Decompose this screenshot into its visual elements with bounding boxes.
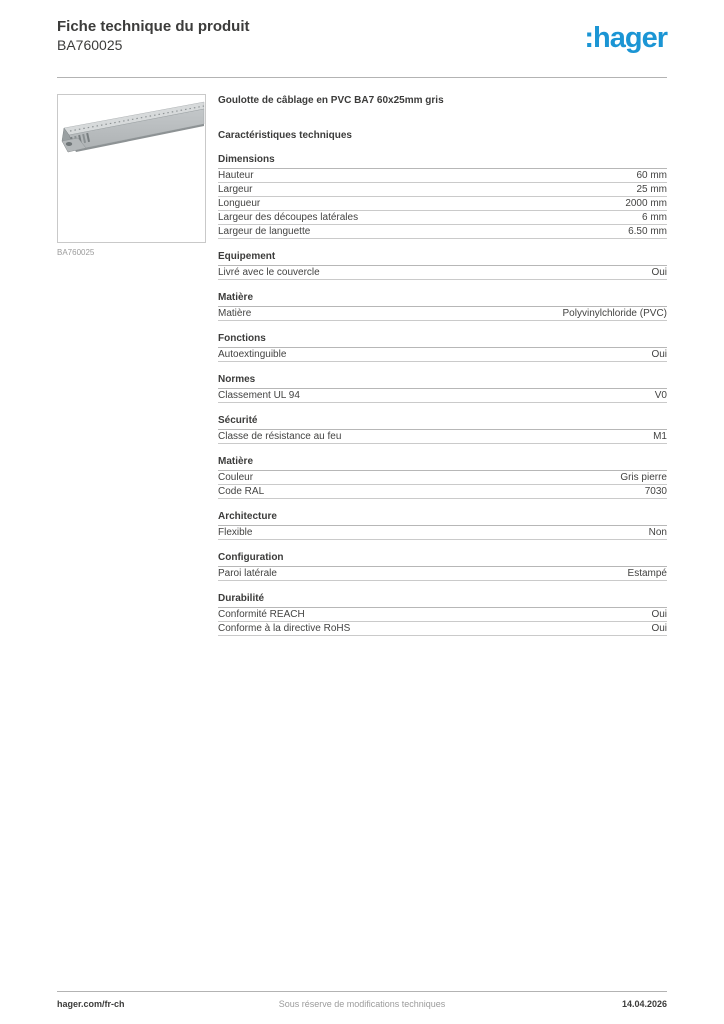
spec-section	[218, 553, 667, 581]
spec-label: Code RAL	[218, 486, 265, 497]
spec-row	[218, 348, 667, 362]
page-footer	[57, 991, 667, 1024]
product-title: Goulotte de câblage en PVC BA7 60x25mm gris	[218, 95, 444, 106]
spec-row	[218, 169, 667, 183]
spec-section	[218, 416, 667, 444]
product-image	[57, 94, 206, 243]
spec-value: 6.50 mm	[628, 226, 667, 237]
characteristics-heading: Caractéristiques techniques	[218, 130, 352, 141]
spec-label: Matière	[218, 308, 252, 319]
section-title: Durabilité	[218, 594, 667, 608]
spec-section	[218, 155, 667, 239]
page-title: Fiche technique du produit	[57, 18, 250, 35]
spec-label: Flexible	[218, 527, 253, 538]
spec-value: M1	[653, 431, 667, 442]
spec-section	[218, 512, 667, 540]
spec-row	[218, 430, 667, 444]
spec-label: Conformité REACH	[218, 609, 305, 620]
spec-label: Autoextinguible	[218, 349, 287, 360]
section-title: Matière	[218, 293, 667, 307]
section-title: Equipement	[218, 252, 667, 266]
spec-column	[218, 94, 667, 636]
cable-trunking-illustration	[58, 95, 205, 242]
spec-label: Conforme à la directive RoHS	[218, 623, 351, 634]
product-reference: BA760025	[57, 37, 123, 53]
spec-section	[218, 375, 667, 403]
spec-row	[218, 567, 667, 581]
spec-label: Couleur	[218, 472, 254, 483]
header-titles	[57, 17, 250, 54]
section-title: Fonctions	[218, 334, 667, 348]
spec-value: V0	[654, 390, 667, 401]
spec-row	[218, 307, 667, 321]
section-title: Matière	[218, 457, 667, 471]
spec-value: Oui	[651, 349, 667, 360]
section-title: Normes	[218, 375, 667, 389]
spec-section	[218, 293, 667, 321]
main-area	[57, 94, 667, 636]
spec-value: Estampé	[627, 568, 667, 579]
spec-row	[218, 471, 667, 485]
spec-value: Polyvinylchloride (PVC)	[562, 308, 667, 319]
spec-row	[218, 211, 667, 225]
spec-row	[218, 389, 667, 403]
spec-value: 25 mm	[636, 184, 667, 195]
footer-date: 14.04.2026	[621, 999, 667, 1009]
spec-row	[218, 266, 667, 280]
spec-section	[218, 252, 667, 280]
spec-row	[218, 622, 667, 636]
spec-row	[218, 608, 667, 622]
section-title: Dimensions	[218, 155, 667, 169]
section-title: Architecture	[218, 512, 667, 526]
spec-label: Largeur	[218, 184, 253, 195]
spec-value: Oui	[651, 267, 667, 278]
spec-label: Largeur des découpes latérales	[218, 212, 359, 223]
spec-value: 60 mm	[636, 170, 667, 181]
product-image-column	[57, 94, 206, 636]
footer-disclaimer: Sous réserve de modifications techniques	[278, 999, 446, 1009]
spec-value: 2000 mm	[625, 198, 667, 209]
spec-label: Paroi latérale	[218, 568, 277, 579]
spec-row	[218, 225, 667, 239]
product-image-caption: BA760025	[57, 248, 95, 257]
section-title: Sécurité	[218, 416, 667, 430]
spec-label: Largeur de languette	[218, 226, 311, 237]
footer-website: hager.com/fr-ch	[57, 999, 125, 1009]
spec-row	[218, 526, 667, 540]
spec-row	[218, 485, 667, 499]
spec-value: 7030	[644, 486, 667, 497]
spec-row	[218, 183, 667, 197]
section-title: Configuration	[218, 553, 667, 567]
spec-label: Livré avec le couvercle	[218, 267, 320, 278]
spec-label: Classement UL 94	[218, 390, 300, 401]
spec-sections	[218, 155, 667, 636]
spec-value: Non	[648, 527, 667, 538]
spec-value: 6 mm	[642, 212, 667, 223]
spec-label: Classe de résistance au feu	[218, 431, 342, 442]
spec-section	[218, 457, 667, 499]
spec-value: Gris pierre	[620, 472, 667, 483]
page-header	[57, 0, 667, 78]
spec-label: Longueur	[218, 198, 261, 209]
spec-section	[218, 594, 667, 636]
hager-logo: :hager	[584, 22, 667, 54]
spec-section	[218, 334, 667, 362]
spec-value: Oui	[651, 609, 667, 620]
spec-label: Hauteur	[218, 170, 254, 181]
spec-value: Oui	[651, 623, 667, 634]
spec-row	[218, 197, 667, 211]
